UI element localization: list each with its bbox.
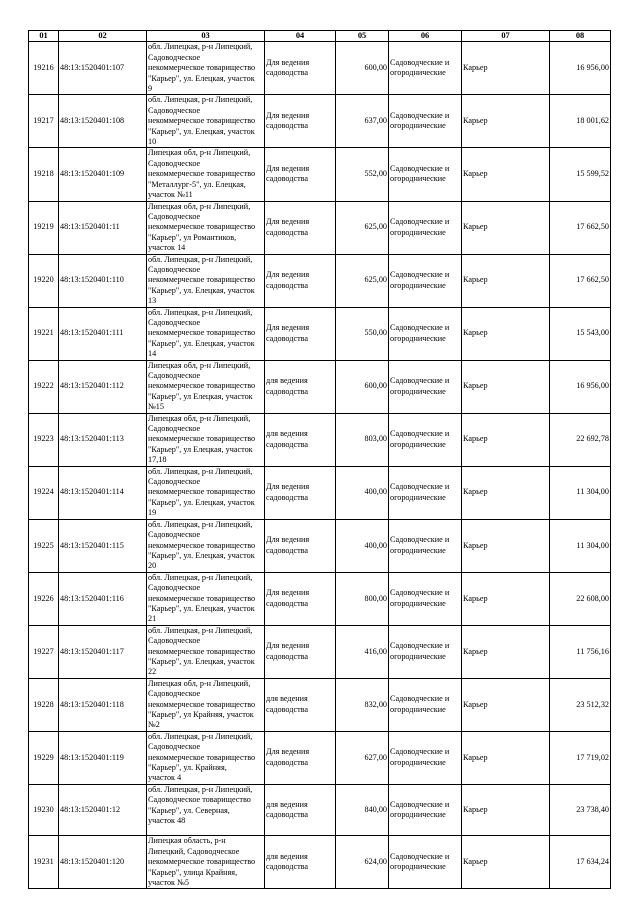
permitted-use-cell: Для ведения садоводства — [265, 572, 336, 625]
cadastral-number: 48:13:1520401:120 — [59, 836, 147, 889]
cadastral-cost-cell: 16 956,00 — [550, 42, 611, 95]
cadastral-number: 48:13:1520401:12 — [59, 784, 147, 836]
header-row — [29, 31, 611, 42]
table-row — [29, 836, 611, 889]
area-cell: 840,00 — [336, 784, 389, 836]
association-name-cell: Карьер — [462, 307, 550, 360]
permitted-use-cell: Для ведения садоводства — [265, 42, 336, 95]
cadastral-cost-cell: 11 304,00 — [550, 519, 611, 572]
land-category-cell: Садоводческие и огороднические — [389, 678, 462, 731]
association-name-cell: Карьер — [462, 836, 550, 889]
cadastral-cost-cell: 11 304,00 — [550, 466, 611, 519]
land-category-cell: Садоводческие и огороднические — [389, 254, 462, 307]
association-name-cell: Карьер — [462, 519, 550, 572]
table-row — [29, 625, 611, 678]
header-col-05: 05 — [336, 31, 389, 42]
cadastral-number: 48:13:1520401:107 — [59, 42, 147, 95]
table-row — [29, 784, 611, 836]
cadastral-number: 48:13:1520401:118 — [59, 678, 147, 731]
cadastral-number: 48:13:1520401:117 — [59, 625, 147, 678]
row-number: 19218 — [29, 148, 59, 201]
permitted-use-cell: Для ведения садоводства — [265, 95, 336, 148]
land-register-sheet — [28, 30, 610, 889]
address-cell: Липецкая обл, р-н Липецкий, Садоводческое некоммерческое товарищество "Карьер", ул Крайняя, участок №2 — [147, 678, 265, 731]
cadastral-cost-cell: 22 692,78 — [550, 413, 611, 466]
cadastral-number: 48:13:1520401:108 — [59, 95, 147, 148]
row-number: 19230 — [29, 784, 59, 836]
area-cell: 625,00 — [336, 201, 389, 254]
address-cell: Липецкая обл, р-н Липецкий, Садоводческое некоммерческое товарищество "Карьер", ул Романтиков, участок 14 — [147, 201, 265, 254]
land-category-cell: Садоводческие и огороднические — [389, 784, 462, 836]
permitted-use-cell: для ведения садоводства — [265, 836, 336, 889]
header-col-08: 08 — [550, 31, 611, 42]
table-row — [29, 201, 611, 254]
permitted-use-cell: Для ведения садоводства — [265, 201, 336, 254]
area-cell: 624,00 — [336, 836, 389, 889]
table-row — [29, 466, 611, 519]
land-category-cell: Садоводческие и огороднические — [389, 731, 462, 784]
cadastral-cost-cell: 22 608,00 — [550, 572, 611, 625]
area-cell: 637,00 — [336, 95, 389, 148]
address-cell: обл. Липецкая, р-н Липецкий, Садоводческое некоммерческое товарищество "Карьер", ул. Елецкая, участок 19 — [147, 466, 265, 519]
permitted-use-cell: Для ведения садоводства — [265, 625, 336, 678]
land-category-cell: Садоводческие и огороднические — [389, 42, 462, 95]
land-category-cell: Садоводческие и огороднические — [389, 466, 462, 519]
land-category-cell: Садоводческие и огороднические — [389, 625, 462, 678]
address-cell: обл. Липецкая, р-н Липецкий, Садоводческое некоммерческое товарищество "Карьер", ул. Елецкая, участок 21 — [147, 572, 265, 625]
association-name-cell: Карьер — [462, 572, 550, 625]
land-category-cell: Садоводческие и огороднические — [389, 307, 462, 360]
cadastral-number: 48:13:1520401:114 — [59, 466, 147, 519]
row-number: 19227 — [29, 625, 59, 678]
header-col-02: 02 — [59, 31, 147, 42]
association-name-cell: Карьер — [462, 201, 550, 254]
area-cell: 416,00 — [336, 625, 389, 678]
cadastral-number: 48:13:1520401:109 — [59, 148, 147, 201]
table-row — [29, 678, 611, 731]
association-name-cell: Карьер — [462, 254, 550, 307]
permitted-use-cell: для ведения садоводства — [265, 360, 336, 413]
row-number: 19225 — [29, 519, 59, 572]
row-number: 19231 — [29, 836, 59, 889]
header-col-01: 01 — [29, 31, 59, 42]
table-row — [29, 42, 611, 95]
table-row — [29, 413, 611, 466]
address-cell: обл. Липецкая, р-н Липецкий, Садоводческое некоммерческое товарищество "Карьер", ул. Елецкая, участок 20 — [147, 519, 265, 572]
association-name-cell: Карьер — [462, 466, 550, 519]
cadastral-cost-cell: 15 599,52 — [550, 148, 611, 201]
cadastral-cost-cell: 15 543,00 — [550, 307, 611, 360]
permitted-use-cell: Для ведения садоводства — [265, 519, 336, 572]
row-number: 19226 — [29, 572, 59, 625]
cadastral-cost-cell: 17 719,02 — [550, 731, 611, 784]
table-row — [29, 307, 611, 360]
address-cell: обл. Липецкая, р-н Липецкий, Садоводческое некоммерческое товарищество "Карьер", ул. Крайняя, участок 4 — [147, 731, 265, 784]
association-name-cell: Карьер — [462, 42, 550, 95]
land-register-table — [28, 30, 611, 889]
area-cell: 803,00 — [336, 413, 389, 466]
cadastral-cost-cell: 17 662,50 — [550, 201, 611, 254]
address-cell: обл. Липецкая, р-н Липецкий, Садоводческое некоммерческое товарищество "Карьер", ул. Елецкая, участок 22 — [147, 625, 265, 678]
address-cell: обл. Липецкая, р-н Липецкий, Садоводческое некоммерческое товарищество "Карьер", ул. Елецкая, участок 13 — [147, 254, 265, 307]
cadastral-number: 48:13:1520401:113 — [59, 413, 147, 466]
table-row — [29, 95, 611, 148]
area-cell: 627,00 — [336, 731, 389, 784]
table-row — [29, 519, 611, 572]
cadastral-cost-cell: 17 662,50 — [550, 254, 611, 307]
permitted-use-cell: Для ведения садоводства — [265, 731, 336, 784]
row-number: 19217 — [29, 95, 59, 148]
row-number: 19221 — [29, 307, 59, 360]
cadastral-cost-cell: 18 001,62 — [550, 95, 611, 148]
row-number: 19219 — [29, 201, 59, 254]
address-cell: обл. Липецкая, р-н Липецкий, Садоводческое некоммерческое товарищество "Карьер", ул. Елецкая, участок 9 — [147, 42, 265, 95]
row-number: 19228 — [29, 678, 59, 731]
permitted-use-cell: Для ведения садоводства — [265, 148, 336, 201]
area-cell: 800,00 — [336, 572, 389, 625]
address-cell: Липецкая область, р-н Липецкий, Садоводческое некоммерческое товарищество "Карьер", улица Крайняя, участок №5 — [147, 836, 265, 889]
address-cell: Липецкая обл, р-н Липецкий, Садоводческое некоммерческое товарищество "Карьер", ул Елецкая, участок 17,18 — [147, 413, 265, 466]
association-name-cell: Карьер — [462, 360, 550, 413]
address-cell: Липецкая обл, р-н Липецкий, Садоводческое некоммерческое товарищество "Металлург-5", ул. Елецкая, участок №11 — [147, 148, 265, 201]
association-name-cell: Карьер — [462, 625, 550, 678]
land-category-cell: Садоводческие и огороднические — [389, 360, 462, 413]
area-cell: 550,00 — [336, 307, 389, 360]
header-col-07: 07 — [462, 31, 550, 42]
address-cell: обл. Липецкая, р-н Липецкий, Садоводческое некоммерческое товарищество "Карьер", ул. Елецкая, участок 10 — [147, 95, 265, 148]
table-row — [29, 731, 611, 784]
area-cell: 832,00 — [336, 678, 389, 731]
permitted-use-cell: для ведения садоводства — [265, 678, 336, 731]
row-number: 19216 — [29, 42, 59, 95]
cadastral-number: 48:13:1520401:110 — [59, 254, 147, 307]
land-category-cell: Садоводческие и огороднические — [389, 572, 462, 625]
table-row — [29, 572, 611, 625]
row-number: 19224 — [29, 466, 59, 519]
header-col-06: 06 — [389, 31, 462, 42]
table-row — [29, 148, 611, 201]
area-cell: 625,00 — [336, 254, 389, 307]
table-body — [29, 42, 611, 889]
row-number: 19223 — [29, 413, 59, 466]
area-cell: 600,00 — [336, 360, 389, 413]
cadastral-cost-cell: 11 756,16 — [550, 625, 611, 678]
permitted-use-cell: для ведения садоводства — [265, 413, 336, 466]
table-row — [29, 254, 611, 307]
land-category-cell: Садоводческие и огороднические — [389, 836, 462, 889]
permitted-use-cell: для ведения садоводства — [265, 784, 336, 836]
association-name-cell: Карьер — [462, 413, 550, 466]
row-number: 19220 — [29, 254, 59, 307]
land-category-cell: Садоводческие и огороднические — [389, 201, 462, 254]
cadastral-cost-cell: 17 634,24 — [550, 836, 611, 889]
land-category-cell: Садоводческие и огороднические — [389, 148, 462, 201]
land-category-cell: Садоводческие и огороднические — [389, 413, 462, 466]
header-col-03: 03 — [147, 31, 265, 42]
land-category-cell: Садоводческие и огороднические — [389, 95, 462, 148]
cadastral-number: 48:13:1520401:115 — [59, 519, 147, 572]
address-cell: обл. Липецкая, р-н Липецкий, Садоводческое товарищество "Карьер", ул. Северная, участок 48 — [147, 784, 265, 836]
association-name-cell: Карьер — [462, 678, 550, 731]
address-cell: обл. Липецкая, р-н Липецкий, Садоводческое некоммерческое товарищество "Карьер", ул. Елецкая, участок 14 — [147, 307, 265, 360]
land-category-cell: Садоводческие и огороднические — [389, 519, 462, 572]
association-name-cell: Карьер — [462, 784, 550, 836]
cadastral-cost-cell: 23 738,40 — [550, 784, 611, 836]
cadastral-cost-cell: 16 956,00 — [550, 360, 611, 413]
cadastral-number: 48:13:1520401:112 — [59, 360, 147, 413]
header-col-04: 04 — [265, 31, 336, 42]
permitted-use-cell: Для ведения садоводства — [265, 307, 336, 360]
association-name-cell: Карьер — [462, 148, 550, 201]
permitted-use-cell: Для ведения садоводства — [265, 254, 336, 307]
cadastral-number: 48:13:1520401:116 — [59, 572, 147, 625]
association-name-cell: Карьер — [462, 95, 550, 148]
cadastral-number: 48:13:1520401:119 — [59, 731, 147, 784]
row-number: 19222 — [29, 360, 59, 413]
permitted-use-cell: Для ведения садоводства — [265, 466, 336, 519]
table-row — [29, 360, 611, 413]
association-name-cell: Карьер — [462, 731, 550, 784]
area-cell: 552,00 — [336, 148, 389, 201]
area-cell: 400,00 — [336, 466, 389, 519]
address-cell: Липецкая обл, р-н Липецкий, Садоводческое некоммерческое товарищество "Карьер", ул Елецкая, участок №15 — [147, 360, 265, 413]
cadastral-cost-cell: 23 512,32 — [550, 678, 611, 731]
area-cell: 600,00 — [336, 42, 389, 95]
row-number: 19229 — [29, 731, 59, 784]
area-cell: 400,00 — [336, 519, 389, 572]
cadastral-number: 48:13:1520401:111 — [59, 307, 147, 360]
cadastral-number: 48:13:1520401:11 — [59, 201, 147, 254]
